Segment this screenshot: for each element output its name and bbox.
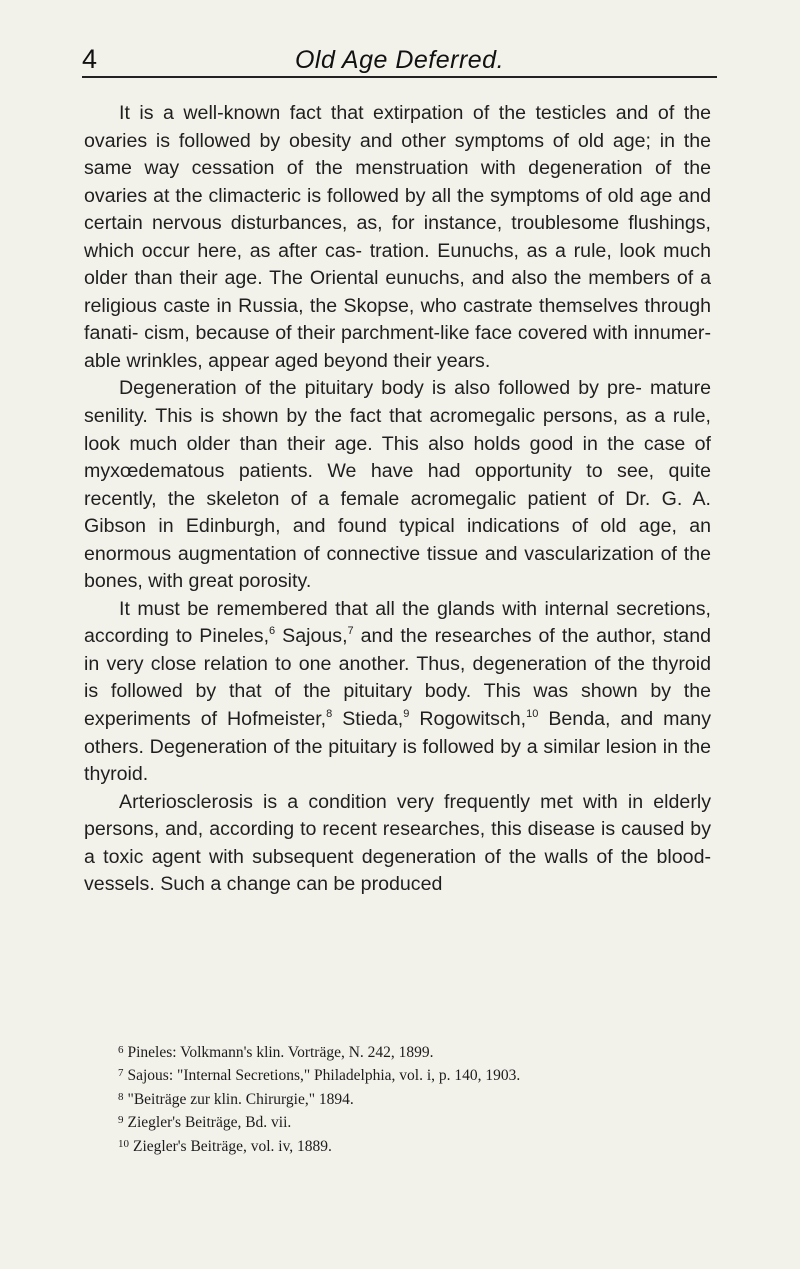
- footnote-text: Ziegler's Beiträge, vol. iv, 1889.: [133, 1137, 332, 1155]
- paragraph-3-text: It must be remembered that all the glands with internal secretions, according to Pineles,: [84, 597, 711, 648]
- footnote: [118, 1040, 718, 1063]
- footnote-marker: 8: [118, 1090, 124, 1103]
- paragraph-2: Degeneration of the pituitary body is also followed by pre- mature senility. This is shown by the fact that acromegalic persons, as a rule, look much older than their age. This also holds good in the case of myxœdematous patients. We have had opportunity to see, quite recently, the skeleton of a female acromegalic patient of Dr. G. A. Gibson in Edinburgh, and found typical indications of old age, an enormous augmentation of connective tissue and vascularization of the bones, with great porosity.: [84, 377, 711, 593]
- footnote: [118, 1134, 718, 1157]
- footnote-text: Pineles: Volkmann's klin. Vorträge, N. 242, 1899.: [127, 1044, 434, 1061]
- paragraph-3-text: Rogowitsch,: [409, 708, 527, 731]
- footnote-ref-6: 6: [269, 625, 276, 638]
- footnote: [118, 1087, 718, 1110]
- footnote: [118, 1110, 718, 1133]
- footnote-marker: 9: [118, 1114, 124, 1127]
- footnote-text: Sajous: "Internal Secretions," Philadelphia, vol. i, p. 140, 1903.: [127, 1067, 521, 1085]
- paragraph-4: Arteriosclerosis is a condition very frequently met with in elderly persons, and, according to recent researches, this disease is caused by a toxic agent with subsequent degeneration of the walls of the blood-vessels. Such a change can be produced: [84, 790, 711, 896]
- running-title: Old Age Deferred.: [294, 46, 505, 74]
- paragraph-1: It is a well-known fact that extirpation of the testicles and of the ovaries is followed by obesity and other symptoms of old age; in the same way cessation of the menstruation with degeneration of the ovaries at the climacteric is followed by all the symptoms of old age and certain nervous disturbances, as, for instance, troublesome flushings, which occur here, as after cas- tration. Eunuchs, as a rule, look much older than their age. The Oriental eunuchs, and also the members of a religious caste in Russia, the Skopse, who castrate themselves through fanati- cism, because of their parchment-like face covered with innumer- able wrinkles, appear aged beyond their years.: [84, 102, 711, 372]
- paragraph-3-text: and the researches of the author, stand in very close relation to one another. Thus, degeneration of the thyroid is followed by that of the pituitary body. This was shown by the experiments of Hofmeister,: [84, 625, 711, 731]
- footnote-text: Ziegler's Beiträge, Bd. vii.: [127, 1114, 292, 1132]
- footnote-ref-8: 8: [326, 708, 333, 721]
- page-number: 4: [82, 44, 98, 74]
- paragraph-3: [84, 596, 711, 789]
- footnote-marker: 10: [118, 1137, 129, 1150]
- footnote-ref-10: 10: [526, 708, 539, 721]
- footnotes: [118, 1040, 718, 1157]
- footnote-marker: 6: [118, 1044, 124, 1056]
- footnote-ref-7: 7: [347, 625, 354, 638]
- footnote-marker: 7: [118, 1067, 124, 1080]
- footnote: [118, 1063, 718, 1086]
- paragraph-3-text: Benda, and many others. Degeneration of the pituitary is followed by a similar lesion in the thyroid.: [84, 708, 712, 786]
- footnote-text: "Beiträge zur klin. Chirurgie," 1894.: [127, 1090, 354, 1108]
- paragraph-3-text: Stieda,: [332, 708, 404, 731]
- paragraph-3-text: Sajous,: [275, 625, 348, 648]
- footnote-ref-9: 9: [403, 708, 410, 721]
- body-text: [84, 100, 711, 899]
- running-head: [82, 40, 717, 78]
